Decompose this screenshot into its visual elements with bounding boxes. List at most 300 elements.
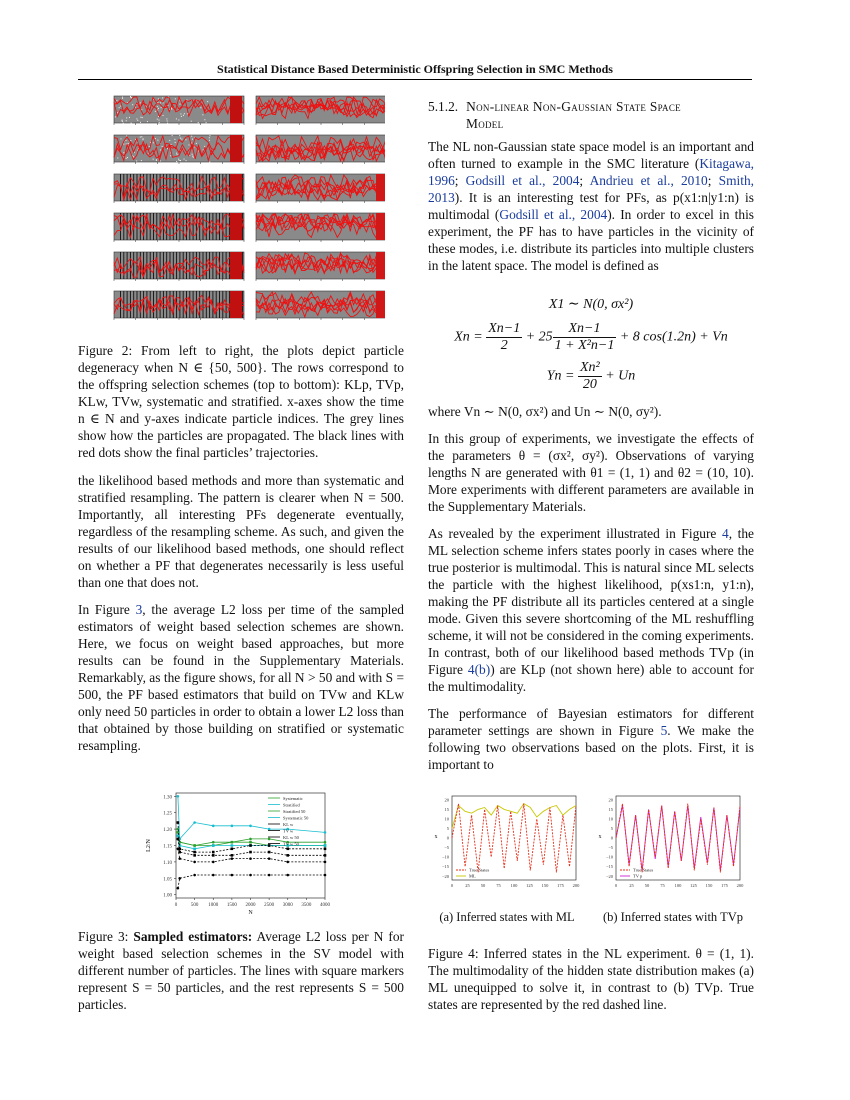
grey-particle: [170, 155, 171, 156]
y-tick-label: 1.15: [163, 844, 172, 850]
x-tick-label: 4000: [320, 903, 330, 908]
x-tick-label: 75: [660, 883, 665, 888]
degeneracy-panel: [114, 174, 244, 203]
grey-particle: [131, 123, 132, 124]
grey-particle: [153, 142, 154, 143]
grey-particle: [185, 139, 186, 140]
grey-particle: [209, 140, 210, 141]
grey-particle: [179, 160, 180, 161]
grey-particle: [207, 101, 208, 102]
series-marker: [249, 825, 252, 828]
running-header: Statistical Distance Based Deterministic Offspring Selection in SMC Methods: [217, 62, 613, 76]
figure-4a-chart: [430, 790, 582, 900]
legend-label: TV w: [283, 828, 294, 834]
right-column-text: [428, 138, 754, 773]
series-marker: [286, 861, 289, 864]
grey-particle: [209, 162, 210, 163]
eq2-f1-num: Xn−1: [488, 321, 521, 336]
grey-particle: [132, 104, 133, 105]
grey-particle: [180, 113, 181, 114]
y-axis-label: x: [434, 834, 438, 840]
left-paragraph-1: the likelihood based methods and more than systematic and stratified resampling. The pattern is clearer when N = 500. Importantly, all interesting PFs degenerate eventually, regardless of the resampling scheme. As such, and given the results of our likelihood based methods, one should reflect on whether a PF that degenerates necessarily is less useful than one that does not.: [78, 473, 404, 590]
final-particles: [230, 291, 242, 318]
final-particles: [376, 174, 385, 201]
grey-particle: [115, 116, 116, 117]
grey-particle: [180, 138, 181, 139]
series-marker: [212, 854, 215, 857]
grey-particle: [162, 146, 163, 147]
grey-particle: [158, 108, 159, 109]
series-marker: [249, 844, 252, 847]
grey-particle: [176, 153, 177, 154]
grey-particle: [157, 106, 158, 107]
legend-label: KL w 50: [283, 835, 299, 840]
final-particles: [230, 213, 242, 240]
series-marker: [324, 854, 327, 857]
grey-particle: [169, 140, 170, 141]
grey-particle: [191, 136, 192, 137]
grey-particle: [123, 152, 124, 153]
series-marker: [193, 847, 196, 850]
equation-x1: X1 ∼ N(0, σx²): [548, 297, 634, 312]
y-tick-label: 1.20: [163, 828, 172, 834]
series-line-0-0: [452, 804, 576, 829]
series-line-0-1: [452, 804, 576, 873]
eq2-lhs: Xn =: [454, 329, 483, 345]
grey-particle: [192, 139, 193, 140]
grey-particle: [181, 116, 182, 117]
x-tick-label: 150: [705, 883, 713, 888]
y-tick-label: 0: [610, 835, 613, 841]
degeneracy-panel: [114, 135, 244, 164]
grey-particle: [157, 140, 158, 141]
grey-particle: [117, 112, 118, 113]
eq3-num: Xn²: [579, 360, 600, 375]
x-tick-label: 100: [510, 883, 518, 888]
grey-particle: [188, 144, 189, 145]
series-marker: [177, 838, 180, 841]
series-marker: [231, 844, 234, 847]
figure-4-label: Figure 4:: [428, 946, 479, 961]
series-marker: [212, 841, 215, 844]
grey-particle: [172, 135, 173, 136]
left-paragraph-2-start: In Figure: [78, 602, 136, 617]
legend-label: Stratified 50: [283, 809, 306, 814]
y-tick-label: −10: [441, 854, 449, 860]
figure-4a-subcaption: (a) Inferred states with ML: [439, 910, 575, 924]
series-marker: [178, 877, 181, 880]
series-marker: [249, 857, 252, 860]
series-marker: [177, 821, 180, 824]
degeneracy-panel: [114, 252, 244, 281]
y-tick-label: 5: [446, 826, 449, 832]
grey-particle: [140, 137, 141, 138]
right-paragraph-4: [428, 705, 754, 773]
x-tick-label: 150: [541, 883, 549, 888]
x-tick-label: 0: [450, 883, 454, 888]
cite-godsill[interactable]: Godsill et al., 2004: [465, 173, 580, 188]
grey-particle: [122, 97, 123, 98]
series-marker: [324, 847, 327, 850]
legend-label: KL w: [283, 822, 294, 827]
legend-label: True States: [469, 867, 490, 873]
x-tick-label: 1500: [226, 903, 237, 908]
grey-particle: [142, 139, 143, 140]
ml-inferred-states-chart: [430, 790, 582, 900]
left-paragraph-2-rest: , the average L2 loss per time of the sampled estimators of weight based selection schemes are shown. Here, we focus on weight based approaches, but more results can be found in the Supplementary Materials. Remarkably, as the figure shows, for all N > 50 and with S = 500, the PF based estimators that build on TVw and KLw only need 50 particles in order to obtain a lower L2 loss than that obtained by those building on stratified or systematic resampling.: [78, 602, 404, 753]
grey-particle: [142, 117, 143, 118]
figure-2-image: [100, 92, 385, 332]
x-tick-label: 2500: [264, 903, 275, 908]
y-tick-label: 1.25: [163, 811, 172, 817]
grey-particle: [180, 104, 181, 105]
degeneracy-panel: [114, 291, 244, 320]
grey-particle: [140, 102, 141, 103]
grey-particle: [143, 138, 144, 139]
series-marker: [231, 841, 234, 844]
grey-particle: [129, 117, 130, 118]
series-marker: [212, 825, 215, 828]
x-tick-label: 75: [496, 883, 501, 888]
section-heading: [428, 98, 754, 132]
eq3-fraction: [578, 360, 602, 393]
grey-particle: [158, 120, 159, 121]
final-particles: [376, 213, 385, 240]
figure-3-caption-bold: Sampled estimators:: [133, 929, 253, 944]
series-marker: [193, 844, 196, 847]
y-tick-label: 1.30: [163, 795, 172, 801]
y-tick-label: 1.00: [163, 893, 172, 899]
x-tick-label: 25: [465, 883, 470, 888]
grey-particle: [157, 119, 158, 120]
x-tick-label: 3500: [301, 903, 312, 908]
p1-text-a: The NL non-Gaussian state space model is an important and often turned to example in the SMC literature (: [428, 139, 754, 171]
figure-3-caption-text: Average L2 loss per N for weight based selection schemes in the SV model with different number of particles. The lines with square markers represent S = 50 particles, and the rest represents S = 500 particles.: [78, 929, 405, 1012]
grey-particle: [206, 122, 207, 123]
y-tick-label: 15: [444, 806, 449, 812]
series-marker: [268, 828, 271, 831]
grey-particle: [155, 138, 156, 139]
series-marker: [286, 847, 289, 850]
grey-particle: [178, 119, 179, 120]
x-tick-label: 0: [174, 903, 178, 908]
figure-5-link[interactable]: 5: [660, 723, 668, 738]
series-marker: [212, 874, 215, 877]
y-tick-label: −10: [605, 854, 613, 860]
series-marker: [193, 874, 196, 877]
cite-godsill-2[interactable]: Godsill et al., 2004: [499, 207, 608, 222]
figure-4b-link[interactable]: 4(b): [467, 662, 491, 677]
grey-particle: [137, 120, 138, 121]
grey-particle: [184, 113, 185, 114]
y-axis-label: x: [598, 834, 602, 840]
grey-particle: [149, 146, 150, 147]
grey-particle: [178, 159, 179, 160]
grey-particle: [130, 97, 131, 98]
series-marker: [268, 857, 271, 860]
grey-particle: [159, 122, 160, 123]
figure-4b-subcaption: (b) Inferred states with TVp: [602, 910, 743, 924]
series-line-5: [178, 875, 325, 888]
series-marker: [193, 821, 196, 824]
x-tick-label: 200: [572, 883, 580, 888]
series-marker: [286, 854, 289, 857]
legend-label: Systematic 50: [283, 815, 309, 821]
grey-particle: [166, 118, 167, 119]
grey-particle: [184, 159, 185, 160]
grey-particle: [127, 157, 128, 158]
grey-particle: [128, 143, 129, 144]
grey-particle: [122, 98, 123, 99]
series-marker: [268, 874, 271, 877]
eq2-mid: + 25: [525, 329, 553, 345]
series-marker: [178, 857, 181, 860]
grey-particle: [125, 140, 126, 141]
grey-particle: [167, 148, 168, 149]
grey-particle: [163, 115, 164, 116]
grey-particle: [198, 122, 199, 123]
section-title-line1: Non-linear Non-Gaussian State Space: [466, 99, 681, 114]
grey-particle: [133, 156, 134, 157]
y-tick-label: 15: [608, 806, 613, 812]
grey-particle: [174, 139, 175, 140]
eq2-fraction-1: [486, 321, 522, 354]
series-marker: [193, 861, 196, 864]
series-marker: [231, 857, 234, 860]
figure-2-caption-text: From left to right, the plots depict particle degeneracy when N ∈ {50, 500}. The rows correspond to the offspring selection schemes (top to bottom): KLp, TVp, KLw, TVw, systematic and stratified. x-axes show the time n ∈ N and y-axes indicate particle indices. The grey lines show how the particles are propagated. The black lines with red dots show the final particles’ trajectories.: [78, 343, 404, 460]
grey-particle: [123, 123, 124, 124]
legend-label: TV p: [633, 873, 643, 879]
equation-yn: [428, 360, 754, 393]
eq2-fraction-2: [553, 321, 617, 354]
grey-particle: [176, 118, 177, 119]
cite-kitagawa[interactable]: Kitagawa, 1996: [428, 156, 754, 188]
grey-particle: [160, 149, 161, 150]
final-particles: [230, 174, 242, 201]
grey-particle: [126, 117, 127, 118]
series-marker: [268, 838, 271, 841]
series-marker: [324, 874, 327, 877]
grey-particle: [130, 96, 131, 97]
series-marker: [324, 844, 327, 847]
eq2-f2-num: Xn−1: [553, 321, 617, 338]
eq2-f2-den: 1 + X²n−1: [554, 338, 615, 353]
p1-text-b: ). It is an interesting test for PFs, as p(x1:n|y1:n) is multimodal (: [428, 190, 754, 222]
legend-label: ML: [469, 873, 476, 879]
figure-2-caption: [78, 342, 404, 461]
grey-particle: [179, 135, 180, 136]
series-marker: [212, 861, 215, 864]
grey-particle: [160, 102, 161, 103]
x-tick-label: 1000: [208, 903, 219, 908]
degeneracy-panel: [256, 96, 385, 125]
section-title-line2: Model: [466, 116, 504, 131]
series-marker: [249, 851, 252, 854]
series-marker: [193, 854, 196, 857]
grey-particle: [200, 107, 201, 108]
grey-particle: [209, 137, 210, 138]
p1-text-c: ). In order to excel in this experiment, the PF has to have particles in the vicinity of these modes, i.e. distribute its particles into multiple clusters in the latent space. The model is defined as: [428, 207, 754, 273]
y-tick-label: 1.05: [163, 877, 172, 883]
grey-particle: [187, 113, 188, 114]
section-number: 5.1.2.: [428, 99, 459, 114]
l2-loss-chart: [140, 783, 335, 918]
eq2-tail: + 8 cos(1.2n) + Vn: [619, 329, 728, 345]
right-paragraph-3: [428, 525, 754, 695]
degeneracy-panel: [114, 213, 244, 242]
equation-xn: [428, 321, 754, 354]
series-marker: [324, 841, 327, 844]
eq3-lhs: Yn =: [546, 368, 575, 384]
grey-particle: [117, 157, 118, 158]
y-tick-label: 20: [608, 797, 613, 803]
grey-particle: [177, 154, 178, 155]
p1-sep2: ;: [579, 173, 590, 188]
final-particles: [230, 96, 242, 123]
y-tick-label: 20: [444, 797, 449, 803]
grey-particle: [120, 138, 121, 139]
series-marker: [193, 851, 196, 854]
grey-particle: [126, 120, 127, 121]
legend-label: Systematic: [283, 796, 303, 801]
grey-particle: [181, 139, 182, 140]
grey-particle: [196, 143, 197, 144]
grey-particle: [120, 106, 121, 107]
degeneracy-panel: [256, 135, 385, 164]
y-tick-label: 10: [608, 816, 613, 822]
cite-andrieu[interactable]: Andrieu et al., 2010: [589, 173, 708, 188]
grey-particle: [204, 119, 205, 120]
x-tick-label: 25: [629, 883, 634, 888]
series-marker: [231, 847, 234, 850]
grey-particle: [153, 159, 154, 160]
grey-particle: [126, 143, 127, 144]
x-tick-label: 125: [526, 883, 533, 888]
x-tick-label: 0: [614, 883, 618, 888]
x-tick-label: 125: [690, 883, 697, 888]
x-tick-label: 3000: [282, 903, 293, 908]
series-marker: [268, 844, 271, 847]
x-tick-label: 50: [644, 883, 650, 888]
series-marker: [324, 831, 327, 834]
legend-label: TV w 50: [283, 841, 299, 847]
grey-particle: [191, 121, 192, 122]
grey-particle: [175, 98, 176, 99]
p4-text-a: The performance of Bayesian estimators for different parameter settings are shown in Figure: [428, 706, 754, 738]
y-tick-label: 0: [446, 835, 449, 841]
grey-particle: [183, 115, 184, 116]
cite-smith[interactable]: Smith, 2013: [428, 173, 754, 205]
figure-4b-chart: [594, 790, 746, 900]
figure-4-link[interactable]: 4: [721, 526, 729, 541]
figure-3-label: Figure 3:: [78, 929, 129, 944]
x-tick-label: 175: [721, 883, 728, 888]
grey-particle: [160, 160, 161, 161]
grey-particle: [116, 100, 117, 101]
grey-particle: [162, 97, 163, 98]
figure-2-label: Figure 2:: [78, 343, 133, 358]
y-tick-label: −20: [605, 873, 613, 879]
eq3-den: 20: [582, 377, 597, 392]
figure-3-chart: [140, 783, 335, 918]
left-column-text: [78, 472, 404, 754]
y-tick-label: −15: [441, 864, 449, 870]
final-particles: [230, 135, 242, 162]
p3-text-c: ) are KLp (not shown here) able to account for the multimodality.: [428, 662, 754, 694]
degeneracy-panel: [256, 213, 385, 242]
y-tick-label: −20: [441, 873, 449, 879]
y-tick-label: 5: [610, 826, 613, 832]
series-marker: [268, 851, 271, 854]
figure-4-caption: [428, 945, 754, 1013]
final-particles: [376, 252, 385, 279]
series-marker: [212, 851, 215, 854]
final-particles: [376, 291, 385, 318]
series-marker: [212, 844, 215, 847]
right-paragraph-2: In this group of experiments, we investigate the effects of the parameters θ = (σx², σy²). Observations of varying lengths N are generated with θ1 = (1, 1) and θ2 = (10, 10). More experiments with different parameters are available in the Supplementary Materials.: [428, 431, 754, 514]
y-tick-label: 10: [444, 816, 449, 822]
grey-particle: [123, 144, 124, 145]
series-marker: [249, 838, 252, 841]
grey-particle: [155, 111, 156, 112]
grey-particle: [171, 109, 172, 110]
p1-sep1: ;: [454, 173, 466, 188]
eq2-f1-den: 2: [500, 338, 508, 353]
y-axis-label: L2/N: [146, 839, 152, 852]
x-tick-label: 50: [480, 883, 486, 888]
series-marker: [231, 854, 234, 857]
figure-3-link[interactable]: 3: [135, 602, 143, 617]
x-axis-label: N: [248, 910, 253, 916]
y-tick-label: −15: [605, 864, 613, 870]
grey-particle: [194, 146, 195, 147]
grey-particle: [126, 158, 127, 159]
y-tick-label: 1.10: [163, 860, 172, 866]
grey-particle: [141, 160, 142, 161]
particle-degeneracy-plots: [100, 92, 385, 332]
series-marker: [177, 887, 180, 890]
grey-particle: [136, 161, 137, 162]
figure-4-caption-text: Inferred states in the NL experiment. θ = (1, 1). The multimodality of the hidden state distribution makes (a) ML unequipped to solve it, in contrast to (b) TVp. True states are represented by the red dashed line.: [428, 946, 754, 1012]
grey-particle: [122, 120, 123, 121]
x-tick-label: 200: [736, 883, 744, 888]
left-paragraph-2: [78, 601, 404, 754]
grey-particle: [176, 161, 177, 162]
p3-text-a: As revealed by the experiment illustrated in Figure: [428, 526, 722, 541]
series-marker: [231, 874, 234, 877]
eq3-tail: + Un: [605, 368, 636, 384]
grey-particle: [156, 160, 157, 161]
degeneracy-panel: [114, 96, 244, 125]
x-tick-label: 100: [674, 883, 682, 888]
tvp-inferred-states-chart: [594, 790, 746, 900]
legend-label: True States: [633, 867, 654, 873]
series-marker: [324, 861, 327, 864]
grey-particle: [175, 142, 176, 143]
grey-particle: [130, 140, 131, 141]
grey-particle: [202, 114, 203, 115]
grey-particle: [167, 120, 168, 121]
series-marker: [178, 851, 181, 854]
grey-particle: [119, 107, 120, 108]
series-marker: [249, 874, 252, 877]
grey-particle: [209, 135, 210, 136]
grey-particle: [193, 157, 194, 158]
grey-particle: [161, 107, 162, 108]
grey-particle: [141, 136, 142, 137]
grey-particle: [122, 121, 123, 122]
x-tick-label: 2000: [245, 903, 256, 908]
